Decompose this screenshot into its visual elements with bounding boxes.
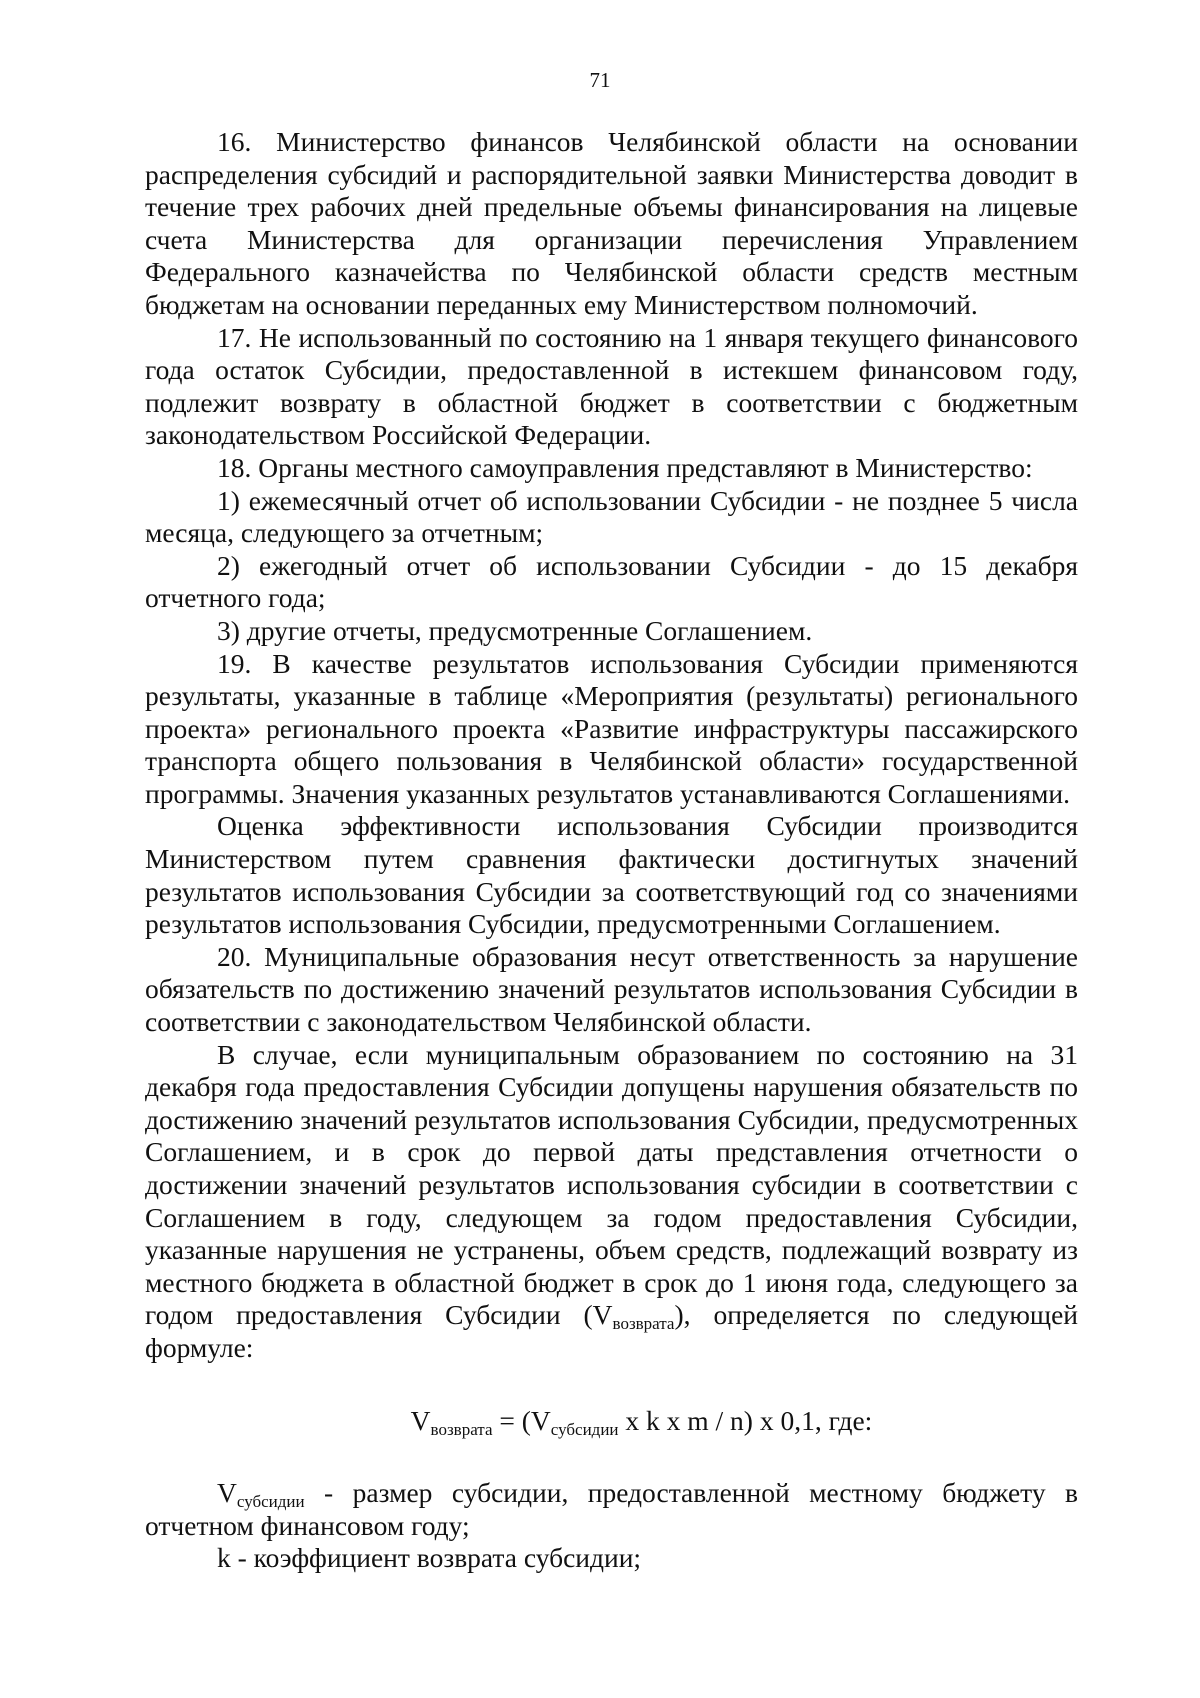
paragraph-19-evaluation: Оценка эффективности использования Субсидии производится Министерством путем сравнения фактически достигнутых значений результатов использования Субсидии за соответствующий год со значениями результатов использования Субсидии, предусмотренными Соглашением. [145, 810, 1078, 940]
paragraph-17: 17. Не использованный по состоянию на 1 января текущего финансового года остаток Субсидии, предоставленной в истекшем финансовом году, подлежит возврату в областной бюджет в соответствии с бюджетным законодательством Российской Федерации. [145, 321, 1078, 451]
document-body [145, 126, 1078, 1575]
paragraph-18-item-3: 3) другие отчеты, предусмотренные Соглашением. [217, 614, 813, 646]
subscript-vozvrata: возврата [612, 1314, 675, 1334]
paragraph-18: 18. Органы местного самоуправления представляют в Министерство: [217, 451, 1033, 483]
paragraph-16: 16. Министерство финансов Челябинской области на основании распределения субсидий и распорядительной заявки Министерства доводит в течение трех рабочих дней предельные объемы финансирования на лицевые счета Министерства для организации перечисления Управлением Федерального казначейства по Челябинской области средств местным бюджетам на основании переданных ему Министерством полномочий. [145, 126, 1078, 320]
formula-mid-subscript: субсидии [550, 1419, 619, 1439]
paragraph-20: 20. Муниципальные образования несут ответственность за нарушение обязательств по достижению значений результатов использования Субсидии в соответствии с законодательством Челябинской области. [145, 940, 1078, 1038]
paragraph-20-case-end: ), определяется по следующей формуле: [145, 1299, 1078, 1363]
paragraph-19: 19. В качестве результатов использования Субсидии применяются результаты, указанные в таблице «Мероприятия (результаты) регионального проекта» регионального проекта «Развитие инфраструктуры пассажирского транспорта общего пользования в Челябинской области» государственной программы. Значения указанных результатов устанавливаются Соглашениями. [145, 647, 1078, 809]
definition-v-symbol: V [217, 1477, 237, 1509]
paragraph-20-case-text: В случае, если муниципальным образованием по состоянию на 31 декабря года предоставления Субсидии допущены нарушения обязательств по достижению значений результатов использования Субсидии, предусмотренных Соглашением, и в срок до первой даты представления отчетности о достижении значений результатов использования субсидии в соответствии с Соглашением в году, следующем за годом предоставления Субсидии, указанные нарушения не устранены, объем средств, подлежащий возврату из местного бюджета в областной бюджет в срок до 1 июня года, следующего за годом предоставления Субсидии (V [145, 1038, 1078, 1331]
definition-v-subscript: субсидии [236, 1492, 305, 1512]
paragraph-20-case [145, 1039, 1078, 1365]
paragraph-18-item-2: 2) ежегодный отчет об использовании Субсидии - до 15 декабря отчетного года; [145, 549, 1078, 614]
definition-k: k - коэффициент возврата субсидии; [217, 1542, 642, 1574]
page-number: 71 [589, 68, 611, 92]
definition-v-text: - размер субсидии, предоставленной местному бюджету в отчетном финансовом году; [145, 1477, 1078, 1541]
return-formula [145, 1405, 1078, 1438]
formula-mid: = (V [492, 1404, 551, 1436]
formula-lhs-subscript: возврата [430, 1419, 493, 1439]
paragraph-18-item-1: 1) ежемесячный отчет об использовании Субсидии - не позднее 5 числа месяца, следующего за отчетным; [145, 484, 1078, 549]
formula-rhs: x k x m / n) x 0,1, где: [618, 1404, 873, 1436]
formula-lhs: V [410, 1404, 431, 1436]
definition-v-subsidii [145, 1477, 1078, 1542]
